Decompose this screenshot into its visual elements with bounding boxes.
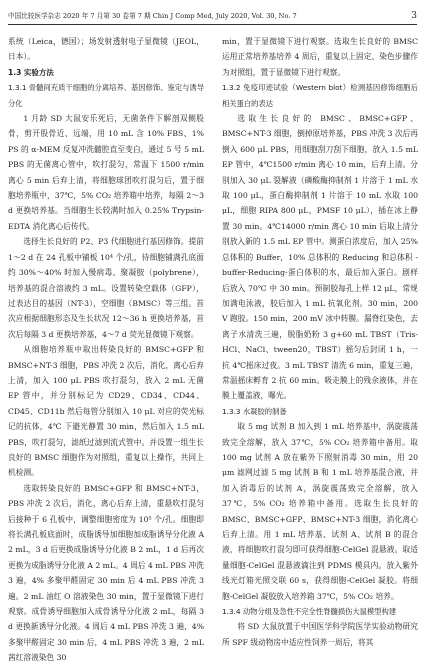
paragraph: 从细胞培养瓶中取出转染良好的 BMSC+GFP 和 BMSC+NT-3 细胞，PBS 冲洗 2 次后，消化，离心后弃上清，加入 100 μL PBS 吹打混匀，放入 2 mL 无菌 EP 管中，并分别标记为 CD29、CD34、CD44、CD45、CD11b 然后每管分别加入 10 μL 对应的荧光标记的抗体，4℃ 下避光静置 30 min，然后加入 1.5 mL PBS，吹打混匀，滤纸过滤到流式管中。并设置一组生长良好的 BMSC 细胞作为对照组，重复以上操作，共同上机检测。	[8, 345, 204, 478]
subsection-heading: 1.3.1 骨髓间充质干细胞的分离培养、基因修饰、鉴定与诱导分化	[8, 83, 205, 108]
paragraph: 1 月龄 SD 大鼠安乐死后，无菌条件下解剖双侧股骨，剪开股骨近、远端，用 10 mL 含 10% FBS、1% PS 的 α-MEM 反复冲洗髓腔直至变白，通过 5 号 5 mL PBS 的无菌离心管中，吹打混匀，常温下 1500 r/min 离心 5 min 后弃上清，将细胞球团吹打混匀后，置于细胞培养瓶中，37℃，5% CO₂ 培养箱中培养，每隔 2～3 d 更换培养基。当细胞生长较满时加入 0.25% Trypsin-EDTA 消化离心后传代。	[8, 114, 204, 231]
left-column	[8, 34, 205, 663]
section-heading: 1.3 实验方法	[8, 67, 54, 77]
paragraph: 取 5 mg 试剂 B 加入到 1 mL 培养基中，涡旋震荡致完全溶解，放入 37℃，5% CO₂ 培养箱中备用。取 100 mg 试剂 A 放在紫外下照射消毒 30 min，用 20 μm 滤网过滤 5 mg 试剂 B 和 1 mL 培养基混合液，并加入消毒后的试剂 A，涡旋震荡致完全溶解，放入 37℃，5% CO₂ 培养箱中备用。选取生长良好的 BMSC、BMSC+GFP、BMSC+NT-3 细胞，消化离心后弃上清。用 1 mL 培养基、试剂 A、试剂 B 的混合液，将细胞吹打混匀即可获得细胞-CelGel 混悬液。取适量细胞-CelGel 混悬液滴注到 PDMS 模具内。放入紫外线光灯箱光照交联 60 s，获得细胞-CelGel 凝胶。将细胞-CelGel 凝胶放入培养箱 37℃，5% CO₂ 培养。	[222, 422, 418, 601]
paragraph: 选取生长良好的 BMSC、BMSC+GFP、BMSC+NT-3 细胞，倒掉原培养基，PBS 冲洗 3 次后再倒入 600 μL PBS，用细胞刮刀刮下细胞，放入 1.5 mL EP 管中，4℃1500 r/min 离心 10 min，后弃上清。分别加入 30 μL 裂解液（磷酸酶抑制剂 1 片溶于 1 mL 水取 100 μL，蛋白酶抑制剂 1 片溶于 10 mL 水取 100 μL，细胞 RIPA 800 μL，PMSF 10 μL），插在冰上静置 30 min。4℃14000 r/min 离心 10 min 后取上清分别放入新的 1.5 mL EP 管中。测蛋白浓度后，加入 25% 总体积的 Buffer，10% 总体积的 Reducing 和总体积 -buffer-Reducing-蛋白体积的水，最后加入蛋白。剧样后放入 70℃ 中 30 min。预制胶每孔上样 12 μL，常规加满电泳液，胶后加入 1 mL 抗氧化剂。30 min，200 V 跑胶。150 min，200 mV 冰中转膜。漏脊红染色，去离子水清洗三遍，脱脂奶粉 3 g+60 mL TBST（Tris-HCl、NaCl、tween20，TBST）摇匀后封闭 1 h，一抗 4℃摇床过夜。3 mL TBST 清洗 6 min，重复三遍，常温摇床孵育 2 抗 60 min。吸走膜上的残余液体，并在膜上覆盖液，曝光。	[222, 114, 418, 401]
subsection-heading: 1.3.4 动物分组及急性不完全性脊髓损伤大鼠模型构建	[222, 607, 397, 617]
intro-line: 系统（Leica，德国）；场发射透射电子显微镜（JEOL，日本）。	[8, 37, 204, 62]
page-number: 3	[411, 11, 417, 21]
paragraph: 选择生长良好的 P2、P3 代细胞进行基因修饰。提前 1～2 d 在 24 孔板中铺板 10⁴ 个/孔，待细胞铺满孔底面约 30%～40% 时加入慢病毒、聚凝胺（polybrene），培养基的混合溶液约 3 mL。设置转染空载体（GFP），过表达目的基因（NT-3），空细胞（BMSC）等三组。首次应根据细胞形态及生长状况 12～36 h 更换培养基，首次后每隔 3 d 更换培养基，4～7 d 荧光显微镜下观察。	[8, 237, 204, 339]
journal-citation: 中国比较医学杂志 2020 年 7 月第 30 卷第 7 期 Chin J Comp Med, July 2020, Vol. 30, No. 7	[8, 12, 297, 20]
subsection-heading: 1.3.3 水凝胶的制备	[222, 406, 287, 416]
running-header	[8, 9, 417, 23]
subsection-heading: 1.3.2 免疫印迹试验（Western blot）检测基因修饰细胞后相关蛋白的表达	[222, 83, 418, 108]
header-divider	[8, 24, 417, 25]
paragraph: min，置于显微镜下进行观察。选取生长良好的 BMSC 运用正常培养基培养 4 周后，重复以上固定、染色步骤作为对照组，置于显微镜下进行观察。	[222, 37, 418, 77]
paragraph: 选取转染良好的 BMSC+GFP 和 BMSC+NT-3，PBS 冲洗 2 次后，消化，离心后弃上清，重悬吹打混匀后接种于 6 孔板中，调整细胞密度为 10⁵ 个/孔。细胞即将长满孔板底面时，成脂诱导加细胞加成脂诱导分化液 A 2 mL，3 d 后更换成脂诱导分化液 B 2 mL，1 d 后再次更换为成脂诱导分化液 A 2 mL。4 周后 4 mL PBS 冲洗 3 遍，4% 多聚甲醛固定 30 min 后 4 mL PBS 冲洗 3 遍。2 mL 油红 O 溶液染色 30 min，置于显微镜下进行观察。成骨诱导细胞加入成骨诱导分化液 2 mL，每隔 3 d 更换新诱导分化液。4 周后 4 mL PBS 冲洗 3 遍，4% 多聚甲醛固定 30 min 后，4 mL PBS 冲洗 3 遍，2 mL 茜红溶液染色 30	[8, 483, 204, 663]
paragraph: 将 SD 大鼠放置于中国医学科学院医学实验动物研究所 SPF 级动物房中适应性饲养一周后，将其	[222, 622, 418, 647]
right-column	[222, 34, 418, 647]
